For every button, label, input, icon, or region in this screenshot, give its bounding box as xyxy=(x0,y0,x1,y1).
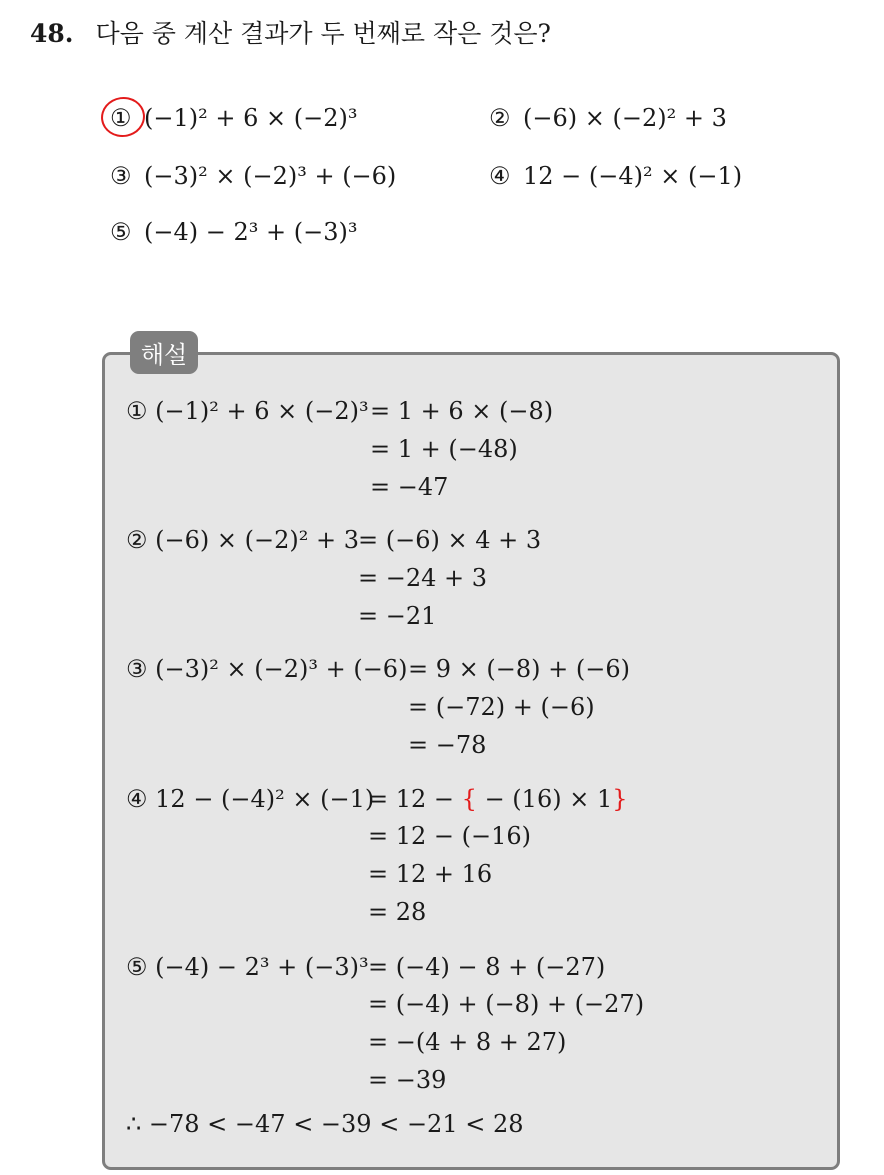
solution-2-step-3: = −21 xyxy=(358,602,437,630)
solution-4-step-1-middle: − (16) × 1 xyxy=(476,785,613,813)
choice-2[interactable] xyxy=(489,104,727,132)
solution-4-step-1 xyxy=(368,785,628,813)
question xyxy=(30,14,551,50)
solution-4-step-3: = 12 + 16 xyxy=(368,860,493,888)
choice-1-expr: (−1)² + 6 × (−2)³ xyxy=(144,104,358,132)
solution-4-lhs: ④ 12 − (−4)² × (−1) xyxy=(126,785,375,813)
solution-3-step-3: = −78 xyxy=(408,731,487,759)
solution-1-lhs: ① (−1)² + 6 × (−2)³ xyxy=(126,397,369,425)
choice-4[interactable] xyxy=(489,162,742,190)
solution-1-step-1: = 1 + 6 × (−8) xyxy=(370,397,554,425)
red-close-brace: } xyxy=(612,785,628,813)
red-open-brace: { xyxy=(461,785,477,813)
question-text: 다음 중 계산 결과가 두 번째로 작은 것은? xyxy=(95,19,551,48)
choice-4-expr: 12 − (−4)² × (−1) xyxy=(523,162,743,190)
solution-1-step-3: = −47 xyxy=(370,473,449,501)
choice-3[interactable] xyxy=(110,162,396,190)
solution-3-step-2: = (−72) + (−6) xyxy=(408,693,595,721)
solution-5-step-1: = (−4) − 8 + (−27) xyxy=(368,953,606,981)
solution-3-step-1: = 9 × (−8) + (−6) xyxy=(408,655,630,683)
choice-5[interactable] xyxy=(110,218,357,246)
solution-4-step-1-prefix: = 12 − xyxy=(368,785,462,813)
solution-2-step-1: = (−6) × 4 + 3 xyxy=(358,526,542,554)
choice-3-expr: (−3)² × (−2)³ + (−6) xyxy=(144,162,397,190)
solution-3-lhs: ③ (−3)² × (−2)³ + (−6) xyxy=(126,655,408,683)
choice-2-mark: ② xyxy=(489,104,511,132)
choice-2-expr: (−6) × (−2)² + 3 xyxy=(523,104,727,132)
solution-2-lhs: ② (−6) × (−2)² + 3 xyxy=(126,526,359,554)
solution-5-step-3: = −(4 + 8 + 27) xyxy=(368,1028,567,1056)
solution-tag: 해설 xyxy=(130,331,198,374)
conclusion: ∴ −78 < −47 < −39 < −21 < 28 xyxy=(126,1110,524,1138)
choice-4-mark: ④ xyxy=(489,162,511,190)
choice-1[interactable] xyxy=(110,104,357,132)
solution-5-step-4: = −39 xyxy=(368,1066,447,1094)
choice-5-mark: ⑤ xyxy=(110,218,132,246)
solution-1-step-2: = 1 + (−48) xyxy=(370,435,518,463)
solution-2-step-2: = −24 + 3 xyxy=(358,564,488,592)
question-number: 48. xyxy=(30,19,74,48)
solution-4-step-4: = 28 xyxy=(368,898,427,926)
choice-1-mark: ① xyxy=(110,104,132,132)
solution-5-step-2: = (−4) + (−8) + (−27) xyxy=(368,990,645,1018)
choice-3-mark: ③ xyxy=(110,162,132,190)
solution-4-step-2: = 12 − (−16) xyxy=(368,822,532,850)
choice-5-expr: (−4) − 2³ + (−3)³ xyxy=(144,218,358,246)
solution-5-lhs: ⑤ (−4) − 2³ + (−3)³ xyxy=(126,953,369,981)
